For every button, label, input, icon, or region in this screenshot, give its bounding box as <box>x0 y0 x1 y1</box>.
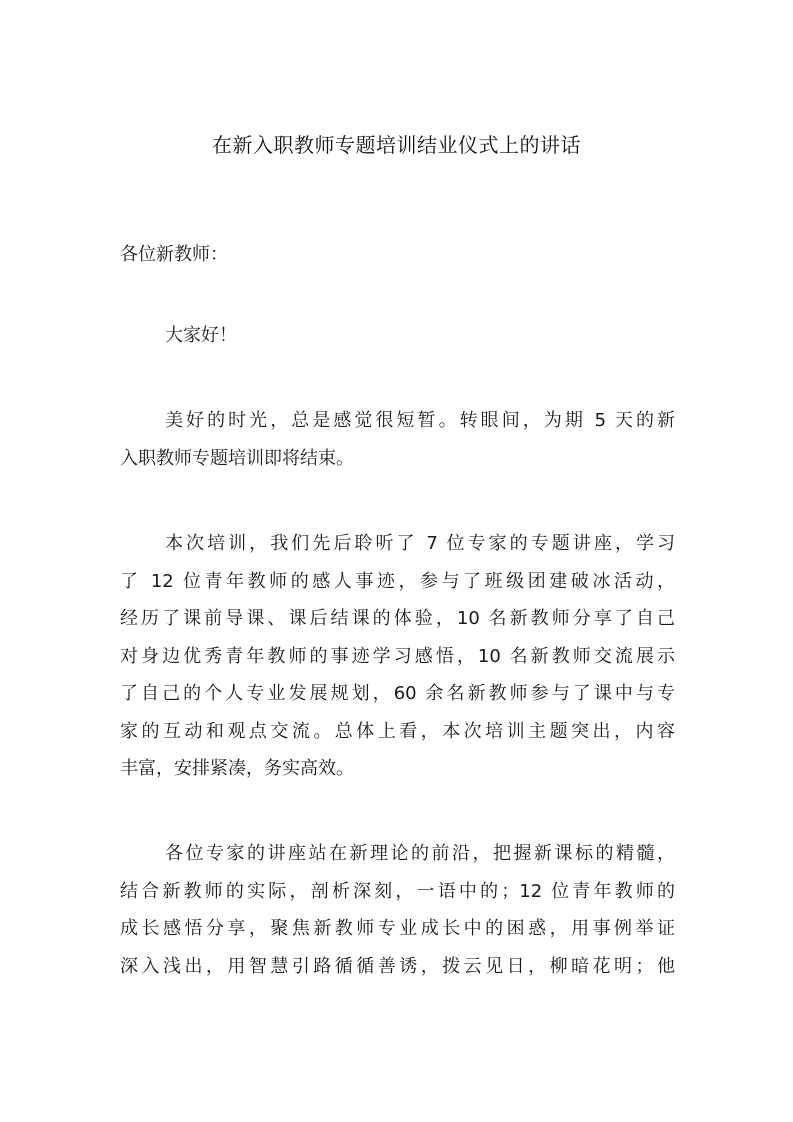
paragraph-line: 了 12 位青年教师的感人事迹，参与了班级团建破冰活动， <box>120 571 675 592</box>
paragraph-line: 各位专家的讲座站在新理论的前沿，把握新课标的精髓， <box>165 843 675 864</box>
paragraph-line: 成长感悟分享，聚焦新教师专业成长中的困惑，用事例举证 <box>120 918 675 939</box>
greeting: 大家好！ <box>165 325 237 346</box>
paragraph-line: 美好的时光，总是感觉很短暂。转眼间，为期 5 天的新 <box>165 410 675 431</box>
paragraph-line: 本次培训，我们先后聆听了 7 位专家的专题讲座，学习 <box>165 533 675 554</box>
paragraph-line: 结合新教师的实际，剖析深刻，一语中的；12 位青年教师的 <box>120 881 675 902</box>
paragraph-line: 入职教师专题培训即将结束。 <box>120 448 354 469</box>
paragraph-line: 对身边优秀青年教师的事迹学习感悟，10 名新教师交流展示 <box>120 646 675 667</box>
paragraph-line: 经历了课前导课、课后结课的体验，10 名新教师分享了自己 <box>120 608 675 629</box>
paragraph-line: 家的互动和观点交流。总体上看，本次培训主题突出，内容 <box>120 721 675 742</box>
document-title: 在新入职教师专题培训结业仪式上的讲话 <box>212 133 581 157</box>
paragraph-line: 深入浅出，用智慧引路循循善诱，拨云见日，柳暗花明；他 <box>120 956 675 977</box>
paragraph-line: 了自己的个人专业发展规划，60 余名新教师参与了课中与专 <box>120 683 675 704</box>
salutation: 各位新教师： <box>120 244 228 265</box>
paragraph-line: 丰富，安排紧凑，务实高效。 <box>120 758 354 779</box>
